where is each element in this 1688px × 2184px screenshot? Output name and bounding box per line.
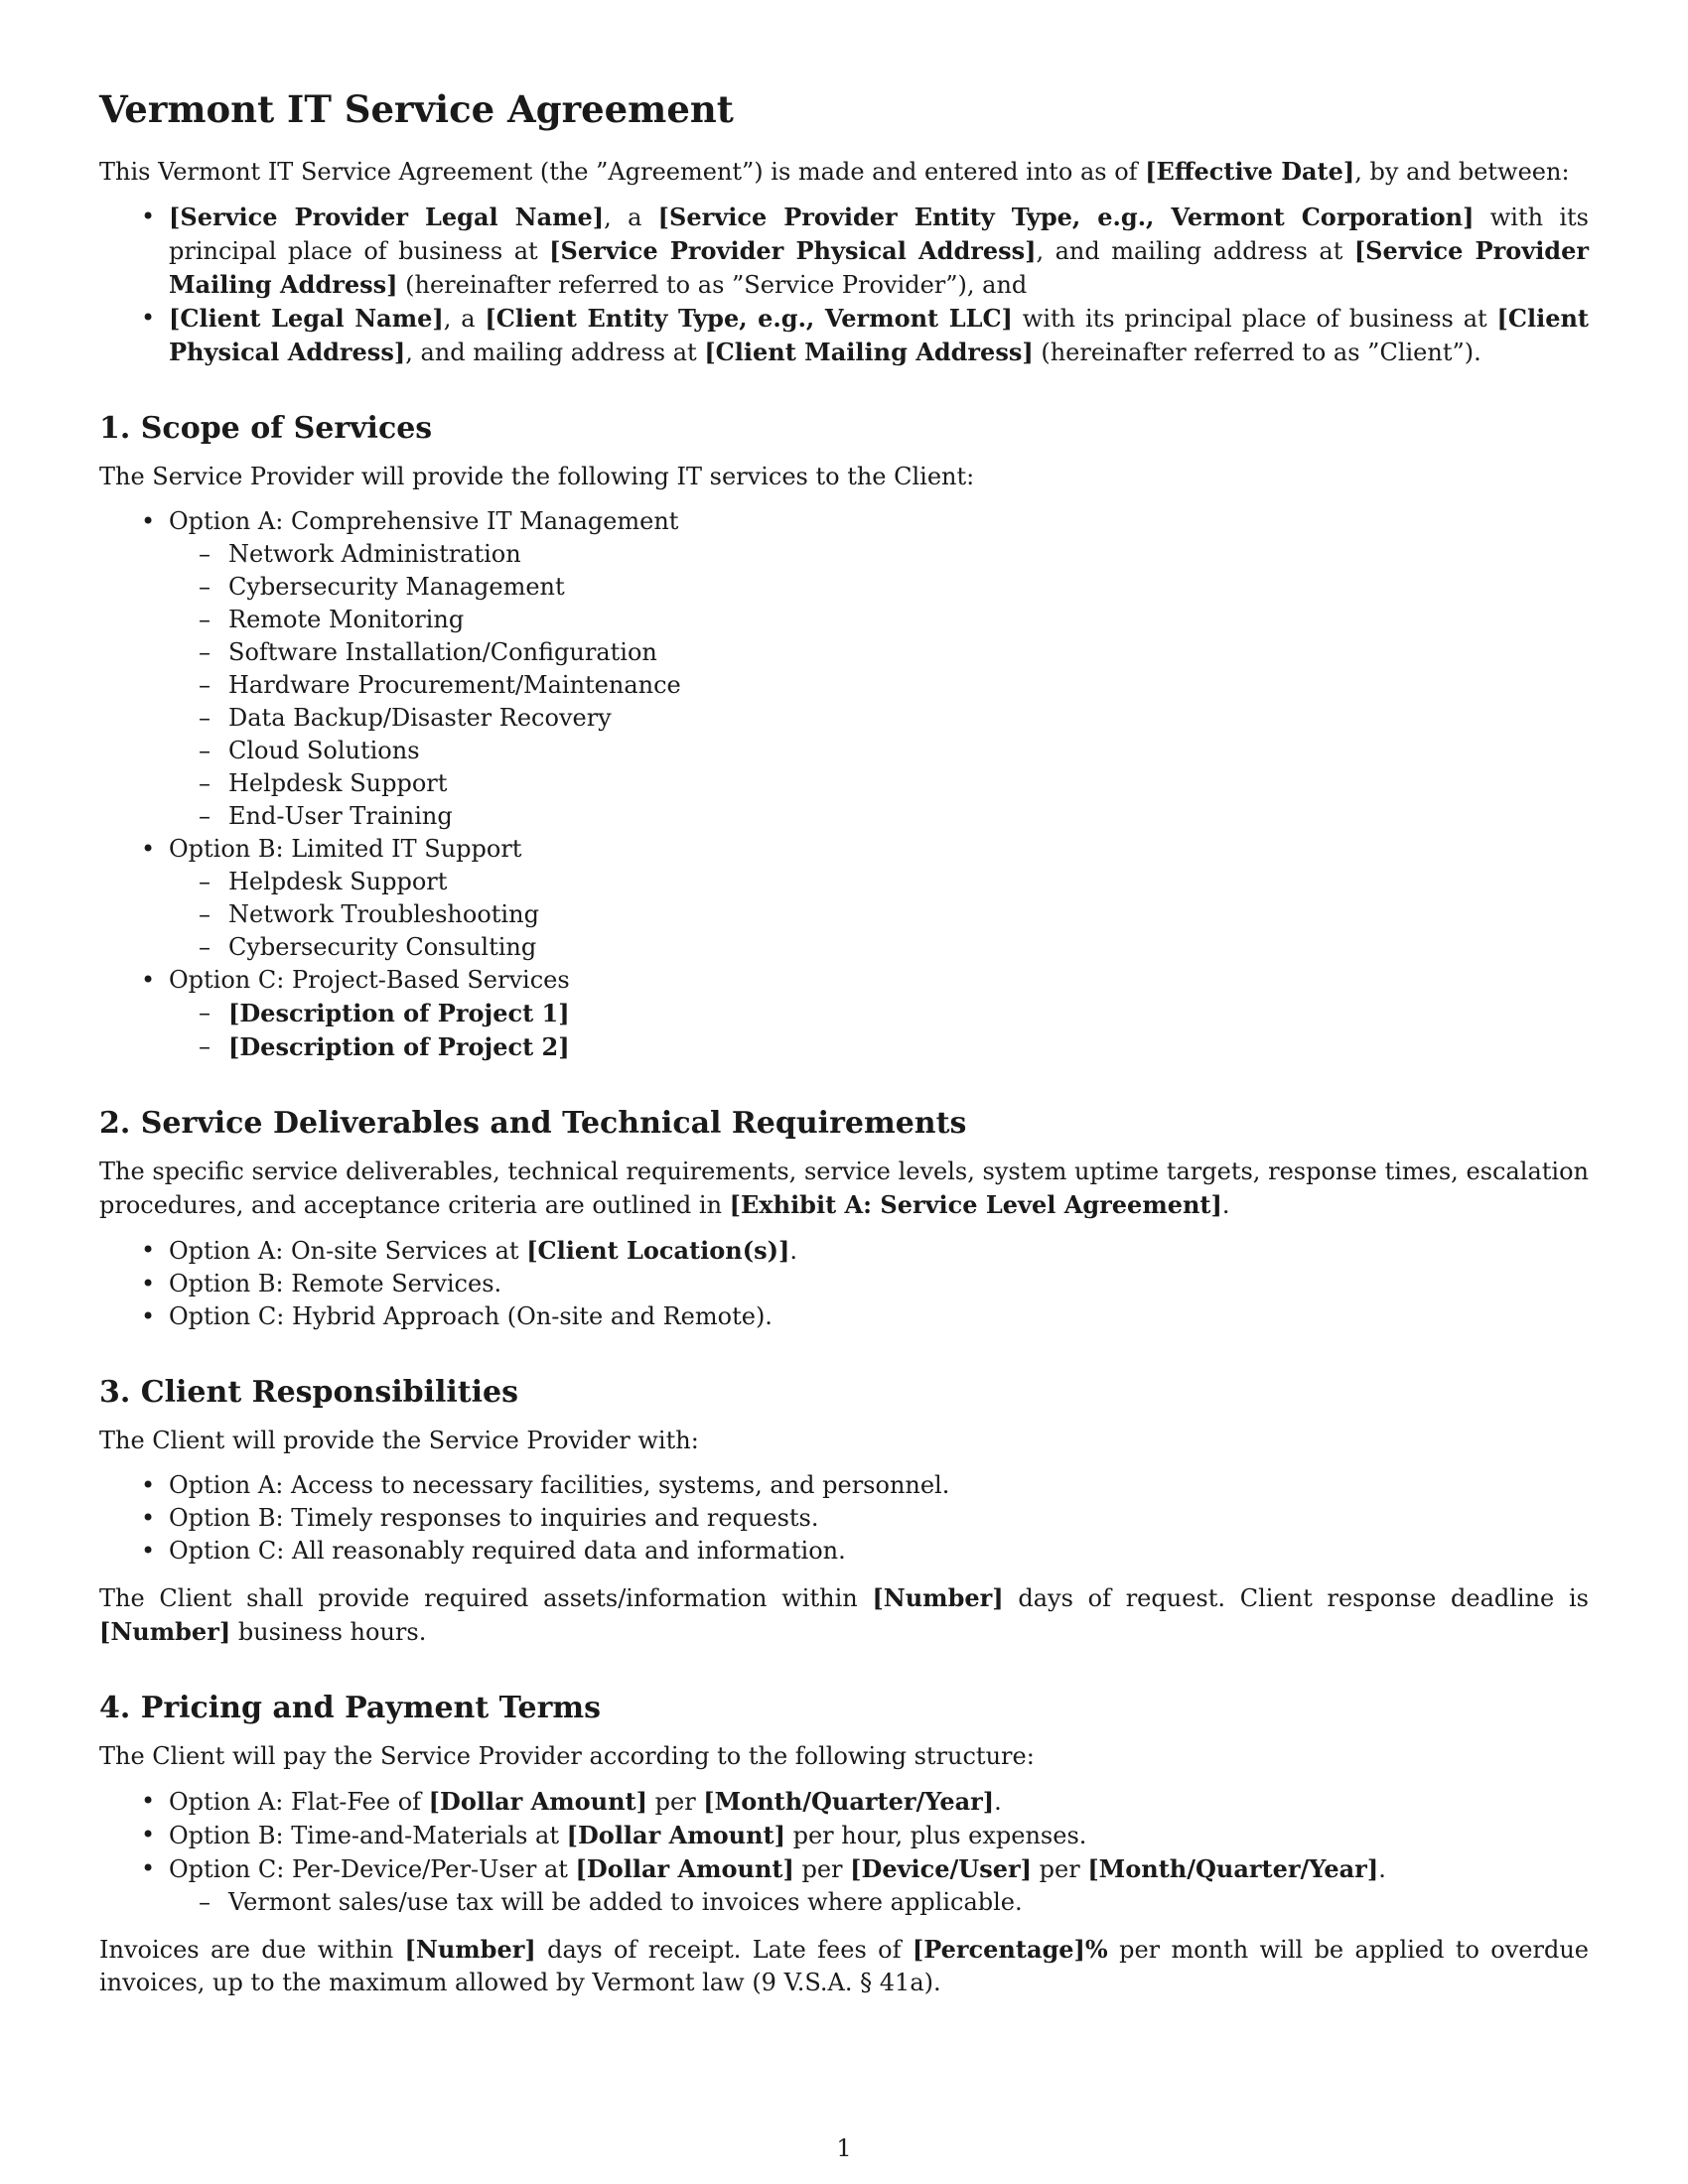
sub-option-item	[228, 538, 1589, 571]
placeholder-field: [Client Mailing Address]	[704, 338, 1034, 367]
sub-option-item	[228, 898, 1589, 931]
text-run: Remote Monitoring	[228, 606, 465, 634]
sub-option-item	[228, 702, 1589, 735]
text-run: (hereinafter referred to as ”Client”).	[1033, 339, 1481, 367]
option-text	[169, 1504, 819, 1532]
text-run: Cloud Solutions	[228, 737, 420, 765]
document-title: Vermont IT Service Agreement	[99, 87, 734, 131]
option-item	[169, 505, 1589, 833]
text-run: The Service Provider will provide the following IT services to the Client:	[99, 463, 975, 491]
sub-option-item	[228, 866, 1589, 898]
text-run: per month will be applied to overdue invoices, up to the maximum allowed by Vermont law (9 V.S.A. § 41a).	[99, 1936, 1589, 1997]
text-run: The Client will pay the Service Provider according to the following structure:	[99, 1742, 1035, 1771]
placeholder-field: [Service Provider Mailing Address]	[169, 236, 1590, 300]
sub-option-item	[228, 1030, 1589, 1064]
section-paragraph	[99, 1933, 1589, 1999]
option-text	[169, 1471, 949, 1499]
sub-option-list	[169, 997, 1589, 1064]
placeholder-field: [Client Legal Name]	[169, 304, 444, 334]
placeholder-field: [Service Provider Physical Address]	[549, 236, 1037, 266]
text-run: Option B: Limited IT Support	[169, 835, 522, 864]
text-run: (hereinafter referred to as ”Service Provider”), and	[397, 271, 1028, 300]
text-run: , and mailing address at	[405, 339, 705, 367]
text-run: Helpdesk Support	[228, 769, 448, 798]
placeholder-field: [Month/Quarter/Year]	[703, 1787, 995, 1817]
placeholder-field: [Device/User]	[850, 1854, 1033, 1884]
option-list	[99, 1469, 1589, 1568]
text-run: Option B: Time-and-Materials at	[169, 1822, 567, 1850]
text-run: , a	[443, 305, 486, 334]
party-client	[169, 302, 1589, 369]
option-text	[169, 835, 521, 863]
section-paragraph	[99, 1425, 1589, 1457]
option-item	[169, 833, 1589, 964]
sub-option-item	[228, 800, 1589, 833]
text-run: Invoices are due within	[99, 1936, 405, 1965]
parties-list	[99, 201, 1589, 369]
option-text	[169, 1788, 1002, 1816]
sub-option-item	[228, 1886, 1589, 1919]
section-paragraph	[99, 461, 1589, 493]
text-run: Option C: Project-Based Services	[169, 966, 570, 995]
text-run: with its principal place of business at	[1012, 305, 1497, 334]
text-run: , a	[604, 204, 658, 232]
text-run: Option C: All reasonably required data and information.	[169, 1537, 846, 1566]
text-run: , and mailing address at	[1036, 237, 1354, 266]
text-run: per	[1032, 1855, 1088, 1884]
text-run: business hours.	[230, 1618, 427, 1647]
placeholder-field: [Dollar Amount]	[575, 1854, 794, 1884]
option-text	[169, 507, 678, 535]
placeholder-field: [Description of Project 1]	[228, 999, 570, 1028]
text-run: with its principal place of business at	[169, 204, 1590, 266]
intro-paragraph	[99, 155, 1589, 189]
placeholder-field: [Service Provider Entity Type, e.g., Vermont Corporation]	[657, 203, 1475, 232]
text-run: Option A: On-site Services at	[169, 1237, 527, 1266]
text-run: Network Administration	[228, 540, 521, 569]
option-item	[169, 1469, 1589, 1502]
option-item	[169, 1502, 1589, 1535]
section-heading: 4. Pricing and Payment Terms	[99, 1691, 602, 1726]
page-number: 1	[836, 2134, 852, 2162]
sections-container	[99, 411, 1589, 1999]
option-item	[169, 1234, 1589, 1268]
placeholder-field: [Number]	[404, 1935, 536, 1965]
text-run: .	[1378, 1855, 1386, 1884]
option-item	[169, 1819, 1589, 1852]
text-run: Software Installation/Configuration	[228, 638, 657, 667]
option-list	[99, 1234, 1589, 1333]
text-run: The specific service deliverables, technical requirements, service levels, system uptime targets, response times, escalation procedures, and acceptance criteria are outlined in	[99, 1158, 1589, 1220]
text-run: Option A: Flat-Fee of	[169, 1788, 429, 1817]
section-paragraph	[99, 1581, 1589, 1649]
option-item	[169, 1300, 1589, 1333]
text-run: .	[994, 1788, 1002, 1817]
text-run: .	[1221, 1191, 1230, 1220]
text-run: per	[647, 1788, 704, 1817]
text-run: Hardware Procurement/Maintenance	[228, 671, 681, 700]
placeholder-field: [Percentage]%	[912, 1935, 1108, 1965]
document-page	[99, 87, 1589, 2011]
option-text	[169, 1270, 501, 1297]
text-run: This Vermont IT Service Agreement (the ”Agreement”) is made and entered into as of	[99, 158, 1146, 187]
option-item	[169, 1785, 1589, 1819]
placeholder-field: [Client Location(s)]	[526, 1236, 790, 1266]
text-run: Helpdesk Support	[228, 868, 448, 896]
placeholder-field: [Effective Date]	[1145, 157, 1355, 187]
text-run: Option B: Timely responses to inquiries and requests.	[169, 1504, 819, 1533]
text-run: Cybersecurity Consulting	[228, 933, 537, 962]
placeholder-field: [Month/Quarter/Year]	[1087, 1854, 1379, 1884]
sub-option-list	[169, 866, 1589, 964]
sub-option-item	[228, 767, 1589, 800]
text-run: per hour, plus expenses.	[784, 1822, 1087, 1850]
text-run: per	[793, 1855, 851, 1884]
section-heading: 3. Client Responsibilities	[99, 1375, 519, 1411]
text-run: Option A: Comprehensive IT Management	[169, 507, 679, 536]
sub-option-item	[228, 931, 1589, 964]
section-paragraph	[99, 1740, 1589, 1773]
option-item	[169, 1535, 1589, 1568]
sub-option-item	[228, 735, 1589, 767]
party-service-provider	[169, 201, 1589, 302]
option-text	[169, 1302, 773, 1330]
text-run: Network Troubleshooting	[228, 900, 539, 929]
option-item	[169, 1268, 1589, 1300]
placeholder-field: [Service Provider Legal Name]	[169, 203, 605, 232]
sub-option-item	[228, 997, 1589, 1030]
sub-option-item	[228, 604, 1589, 636]
placeholder-field: [Exhibit A: Service Level Agreement]	[729, 1190, 1222, 1220]
placeholder-field: [Description of Project 2]	[228, 1032, 570, 1062]
section-heading: 2. Service Deliverables and Technical Requirements	[99, 1106, 967, 1142]
text-run: Vermont sales/use tax will be added to invoices where applicable.	[228, 1888, 1023, 1917]
section-paragraph	[99, 1156, 1589, 1222]
sub-option-item	[228, 669, 1589, 702]
section-heading: 1. Scope of Services	[99, 411, 433, 447]
placeholder-field: [Client Physical Address]	[169, 304, 1589, 367]
option-item	[169, 964, 1589, 1064]
placeholder-field: [Dollar Amount]	[428, 1787, 647, 1817]
text-run: Option A: Access to necessary facilities, systems, and personnel.	[169, 1471, 950, 1500]
option-text	[169, 1855, 1386, 1883]
placeholder-field: [Dollar Amount]	[566, 1821, 785, 1850]
text-run: Option C: Hybrid Approach (On-site and Remote).	[169, 1302, 773, 1331]
text-run: days of receipt. Late fees of	[535, 1936, 913, 1965]
text-run: .	[789, 1237, 797, 1266]
text-run: Option B: Remote Services.	[169, 1270, 502, 1298]
text-run: Option C: Per-Device/Per-User at	[169, 1855, 576, 1884]
placeholder-field: [Number]	[872, 1583, 1004, 1613]
option-list	[99, 505, 1589, 1064]
text-run: , by and between:	[1354, 158, 1570, 187]
sub-option-list	[169, 1886, 1589, 1919]
text-run: Cybersecurity Management	[228, 573, 565, 602]
text-run: End-User Training	[228, 802, 453, 831]
text-run: Data Backup/Disaster Recovery	[228, 704, 612, 733]
option-text	[169, 966, 570, 994]
option-text	[169, 1237, 797, 1265]
text-run: The Client shall provide required assets/information within	[99, 1584, 873, 1613]
text-run: days of request. Client response deadline is	[1003, 1584, 1589, 1613]
placeholder-field: [Number]	[99, 1617, 231, 1647]
text-run: The Client will provide the Service Provider with:	[99, 1427, 699, 1455]
sub-option-list	[169, 538, 1589, 833]
option-text	[169, 1822, 1086, 1849]
option-text	[169, 1537, 846, 1565]
placeholder-field: [Client Entity Type, e.g., Vermont LLC]	[485, 304, 1013, 334]
sub-option-item	[228, 571, 1589, 604]
sub-option-item	[228, 636, 1589, 669]
option-list	[99, 1785, 1589, 1919]
option-item	[169, 1852, 1589, 1919]
